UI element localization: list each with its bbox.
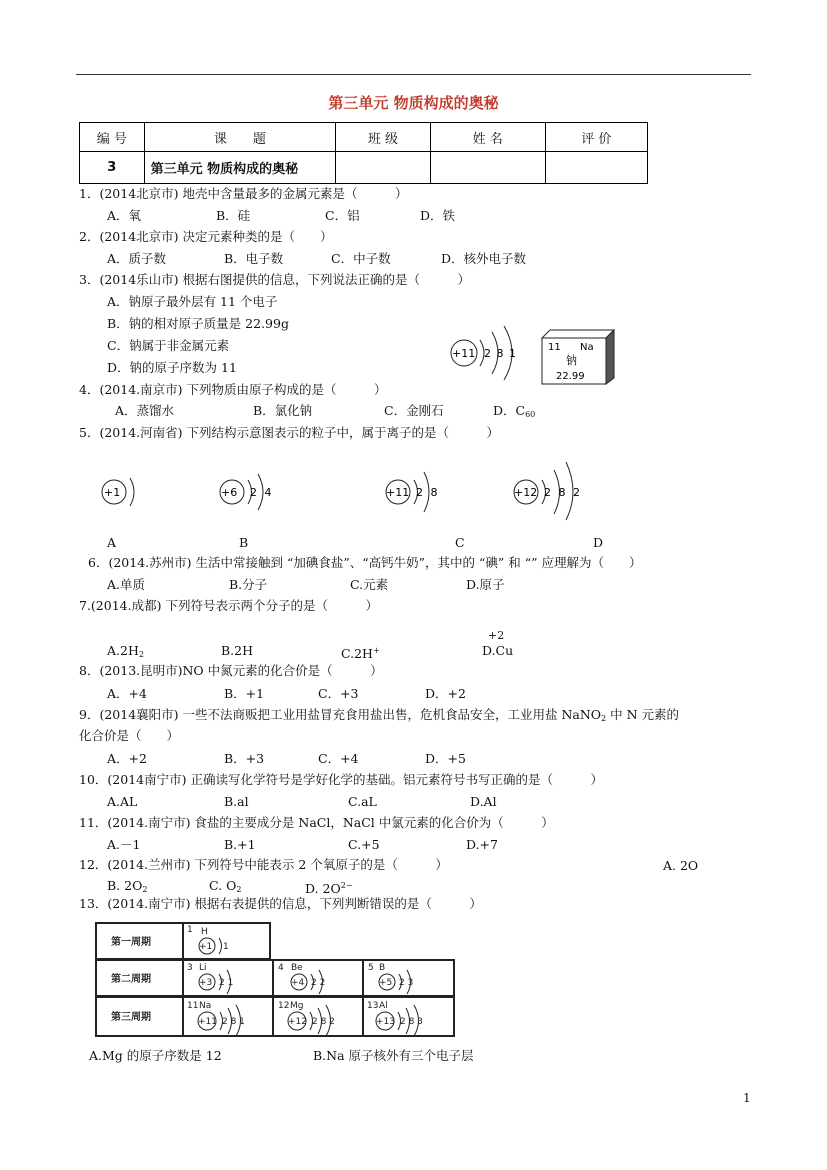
svg-text:12: 12: [278, 1001, 290, 1011]
q3-option-d: D．钠的原子序数为 11: [107, 360, 237, 375]
q2-option-b: B．电子数: [224, 251, 284, 266]
svg-text:+13: +13: [376, 1017, 395, 1027]
svg-text:4: 4: [278, 963, 284, 973]
q5-diagram-a: [96, 466, 156, 518]
q8-option-d: D．+2: [425, 686, 466, 701]
q1-option-d: D．铁: [420, 208, 456, 223]
cell-grade: [545, 152, 647, 184]
q13-period-3: 第三周期: [111, 1012, 151, 1023]
svg-text:Al: Al: [379, 1001, 388, 1011]
q11-option-d: D.+7: [466, 837, 498, 852]
svg-text:3: 3: [187, 963, 193, 973]
q5-diagram-b: [210, 466, 286, 518]
q4-option-b: B．氯化钠: [253, 403, 313, 418]
svg-text:2 8 3: 2 8 3: [400, 1017, 423, 1027]
svg-text:+12: +12: [288, 1017, 307, 1027]
q8-option-a: A．+4: [107, 686, 147, 701]
q3-option-c: C．钠属于非金属元素: [107, 338, 230, 353]
q10-option-a: A.AL: [107, 794, 138, 809]
q3-card-mass: 22.99: [556, 371, 585, 382]
q7-option-d: D.Cu: [482, 643, 514, 658]
q3-shell-electrons: 2 8 1: [484, 347, 517, 360]
q3-card-number: 11: [548, 342, 561, 353]
info-table: [79, 122, 648, 184]
q7-option-d-charge: +2: [488, 629, 505, 642]
q10-stem: 10．(2014南宁市) 正确读写化学符号是学好化学的基础。铝元素符号书写正确的是（ ）: [79, 772, 603, 787]
q3-card-name: 钠: [566, 354, 577, 367]
q5-diagram-d: [508, 458, 604, 522]
svg-text:+11: +11: [198, 1017, 217, 1027]
q12-option-d: D. $2O^{2-}$: [305, 881, 353, 896]
q12-stem: 12．(2014.兰州市) 下列符号中能表示 2 个氧原子的是（ ）: [79, 857, 448, 872]
header-name: 姓 名: [430, 123, 545, 152]
svg-text:Mg: Mg: [290, 1001, 304, 1011]
svg-text:2 8 2: 2 8 2: [312, 1017, 335, 1027]
q6-option-a: A.单质: [107, 577, 146, 592]
q9-option-b: B．+3: [224, 751, 265, 766]
top-rule: [76, 74, 751, 75]
page-title: 第三单元 物质构成的奥秘: [328, 94, 499, 112]
q3-stem: 3．(2014乐山市) 根据右图提供的信息，下列说法正确的是（ ）: [79, 272, 470, 287]
svg-text:2 8 2: 2 8 2: [544, 486, 582, 499]
svg-text:+3: +3: [199, 978, 213, 988]
q6-option-b: B.分子: [229, 577, 268, 592]
q1-option-c: C．铝: [325, 208, 360, 223]
q4-option-a: A．蒸馏水: [115, 403, 175, 418]
q4-stem: 4．(2014.南京市) 下列物质由原子构成的是（ ）: [79, 382, 387, 397]
q13-period-2: 第二周期: [111, 974, 151, 985]
q9-option-c: C．+4: [318, 751, 359, 766]
q11-option-b: B.+1: [224, 837, 256, 852]
svg-text:Na: Na: [199, 1001, 212, 1011]
q13-option-a: A.Mg 的原子序数是 12: [89, 1048, 222, 1063]
svg-text:2 4: 2 4: [250, 486, 274, 499]
q10-option-c: C.aL: [348, 794, 377, 809]
q5-label-a: A: [107, 535, 117, 550]
svg-text:H: H: [201, 927, 208, 937]
q1-option-a: A．氧: [107, 208, 142, 223]
q7-option-a: $A.2H_2$: [107, 643, 144, 659]
header-class: 班 级: [336, 123, 430, 152]
svg-text:+6: +6: [221, 486, 238, 499]
q13-option-b: B.Na 原子核外有三个电子层: [313, 1048, 474, 1063]
svg-text:2 8 1: 2 8 1: [222, 1017, 245, 1027]
svg-text:+1: +1: [199, 942, 213, 952]
header-topic: 课 题: [144, 123, 336, 152]
q8-stem: 8．(2013.昆明市)NO 中氮元素的化合价是（ ）: [79, 663, 383, 678]
q3-sodium-atom-diagram: [440, 320, 540, 386]
page-number: 1: [743, 1091, 751, 1105]
svg-text:1: 1: [187, 925, 193, 935]
q2-option-a: A．质子数: [107, 251, 167, 266]
svg-text:+5: +5: [379, 978, 393, 988]
svg-text:+11: +11: [386, 486, 410, 499]
q7-option-b: B.2H: [221, 643, 254, 658]
svg-text:Be: Be: [291, 963, 303, 973]
q3-card-symbol: Na: [580, 342, 594, 353]
q6-stem: 6．(2014.苏州市) 生活中常接触到 “加碘食盐”、“高钙牛奶”，其中的 “碘” 和 “” 应理解为（ ）: [88, 555, 642, 570]
q6-option-c: C.元素: [350, 577, 389, 592]
q12-option-b: B. $2O_2$: [107, 878, 148, 894]
q9-option-d: D．+5: [425, 751, 466, 766]
q5-label-c: C: [455, 535, 465, 550]
svg-text:2 1: 2 1: [219, 978, 234, 988]
q8-option-c: C．+3: [318, 686, 359, 701]
svg-text:+4: +4: [291, 978, 305, 988]
q13-period-1: 第一周期: [111, 937, 151, 948]
q3-nucleus-charge: +11: [452, 347, 476, 360]
header-number: 编 号: [80, 123, 145, 152]
q8-option-b: B．+1: [224, 686, 265, 701]
svg-text:5: 5: [368, 963, 374, 973]
q9-stem: 9．(2014襄阳市) 一些不法商贩把工业用盐冒充食用盐出售，危机食品安全，工业用盐 NaNO$_2$ 中 N 元素的: [79, 707, 679, 723]
q9-option-a: A．+2: [107, 751, 147, 766]
svg-text:1: 1: [223, 942, 229, 952]
q12-option-a: A. 2O: [663, 858, 699, 873]
q10-option-b: B.al: [224, 794, 249, 809]
cell-class: [336, 152, 430, 184]
q2-stem: 2．(2014北京市) 决定元素种类的是（ ）: [79, 229, 333, 244]
q5-stem: 5．(2014.河南省) 下列结构示意图表示的粒子中，属于离子的是（ ）: [79, 425, 499, 440]
q3-element-card: [540, 326, 618, 386]
q11-option-c: C.+5: [348, 837, 380, 852]
svg-text:2 2: 2 2: [311, 978, 326, 988]
svg-text:2 8: 2 8: [416, 486, 440, 499]
svg-text:11: 11: [187, 1001, 199, 1011]
q5-diagram-c: [376, 464, 456, 520]
q11-option-a: A.－1: [107, 837, 141, 852]
q10-option-d: D.Al: [470, 794, 497, 809]
q1-option-b: B．硅: [216, 208, 251, 223]
svg-text:+12: +12: [514, 486, 538, 499]
q13-stem: 13．(2014.南宁市) 根据右表提供的信息，下列判断错误的是（ ）: [79, 896, 482, 911]
svg-text:2 3: 2 3: [399, 978, 414, 988]
svg-text:Li: Li: [199, 963, 207, 973]
q2-option-d: D．核外电子数: [441, 251, 527, 266]
svg-text:B: B: [379, 963, 386, 973]
q6-option-d: D.原子: [466, 577, 505, 592]
q4-option-c: C．金刚石: [384, 403, 444, 418]
q12-option-c: C. $O_2$: [209, 878, 242, 894]
q2-option-c: C．中子数: [331, 251, 391, 266]
q3-option-b: B．钠的相对原子质量是 22.99g: [107, 316, 289, 331]
q3-option-a: A．钠原子最外层有 11 个电子: [107, 294, 278, 309]
svg-text:+1: +1: [104, 486, 121, 499]
q7-option-c: C.2H+: [341, 646, 380, 661]
q7-stem: 7.(2014.成都) 下列符号表示两个分子的是（ ）: [79, 598, 378, 613]
q1-stem: 1．(2014北京市) 地壳中含量最多的金属元素是（ ）: [79, 186, 408, 201]
q5-label-d: D: [593, 535, 604, 550]
q11-stem: 11．(2014.南宁市) 食盐的主要成分是 NaCl，NaCl 中氯元素的化合价为（ ）: [79, 815, 554, 830]
q9-stem-line2: 化合价是（ ）: [79, 728, 180, 743]
svg-text:13: 13: [367, 1001, 379, 1011]
header-grade: 评 价: [545, 123, 647, 152]
cell-number: 3: [80, 152, 145, 184]
q5-label-b: B: [239, 535, 249, 550]
q13-periodic-table: [95, 922, 457, 1038]
cell-topic: 第三单元 物质构成的奥秘: [144, 152, 336, 184]
q4-option-d: D．$C_{60}$: [493, 403, 536, 419]
cell-name: [430, 152, 545, 184]
